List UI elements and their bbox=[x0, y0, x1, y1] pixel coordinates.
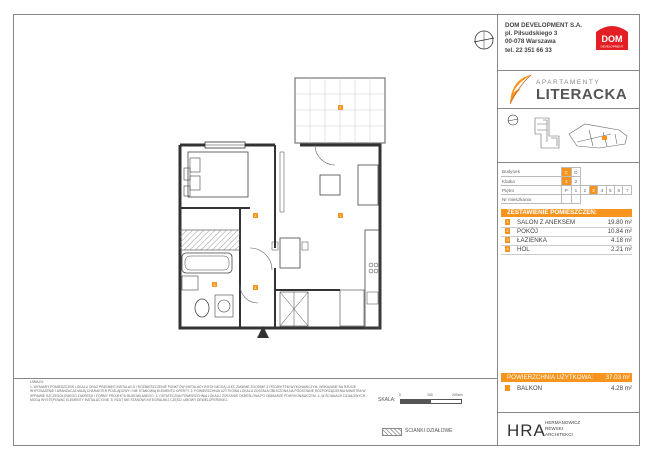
info-cell: 6 bbox=[615, 186, 623, 195]
room-number: 2 bbox=[506, 228, 509, 233]
info-row-label: Klatka bbox=[501, 177, 562, 186]
room-area: 2.21 m² bbox=[611, 246, 632, 253]
scale-tick: 200cm bbox=[452, 393, 463, 397]
info-cell: D bbox=[571, 168, 581, 177]
info-cell: 4 bbox=[598, 186, 606, 195]
info-cell bbox=[562, 195, 572, 204]
key-plan-unit-marker bbox=[602, 136, 607, 140]
scale-tick: 0 bbox=[399, 393, 401, 397]
partition-walls-label: ŚCIANKI DZIAŁOWE bbox=[405, 428, 453, 434]
room-number: 3 bbox=[506, 237, 509, 242]
dom-logo-text: DOM bbox=[601, 34, 623, 44]
scale-bar bbox=[400, 399, 462, 404]
notes-text: 1. WYMIARY POMIESZCZEŃ LOKALU ORAZ PRZEBIEG INSTALACJI I ROZMIESZCZENIE PUNKTÓW INSTALACYJNYCH MOGĄ ULEC ZMIANIE ZGODNIE Z PROJEKTEM WYKONAWCZYM. WSKAZANE NA RZUCIE WYPOSAŻENIE I ARANŻACJA MAJĄ CHARAKTER POGLĄDOWY I NIE STANOWIĄ ELEMENTU OFERTY. 2. POWIERZCHNIA UŻYTKOWA LOKALU ZOSTAŁA OBLICZONA NA PODSTAWIE ROZPORZĄDZENIA MINISTRA W SPRAWIE SZCZEGÓŁOWEGO ZAKRESU I FORMY PROJEKTU BUDOWLANEGO. 3. OSTATECZNA POWIERZCHNIA LOKALU ZOSTANIE OKREŚLONA PO OBMIARZE POWYKONAWCZYM. 4. W ŚCIANACH DZIAŁOWYCH MOGĄ WYSTĘPOWAĆ ELEMENTY INSTALACYJNE. 5. RZUT NIE STANOWI INTEGRALNEJ CZĘŚCI UMOWY DEWELOPERSKIEJ. bbox=[30, 385, 366, 403]
partition-walls-swatch bbox=[382, 428, 402, 436]
balcony-marker bbox=[505, 385, 510, 391]
architect-line3: ARCHITEKCI bbox=[545, 432, 573, 437]
room-marker-label: 2 bbox=[254, 214, 257, 218]
compass-icon bbox=[473, 29, 495, 51]
architect-line2: RÉWSKI bbox=[545, 426, 564, 431]
room-marker-label: 1 bbox=[339, 214, 342, 218]
info-row bbox=[501, 177, 632, 186]
company-name: DOM DEVELOPMENT S.A. bbox=[505, 22, 583, 29]
balcony-row bbox=[501, 384, 632, 393]
info-cell bbox=[571, 195, 581, 204]
scale-tick: 100 bbox=[427, 393, 433, 397]
room-name: POKÓJ bbox=[517, 228, 538, 235]
info-cell: 3 bbox=[589, 186, 597, 195]
key-plan bbox=[507, 112, 633, 158]
room-marker-label: 4 bbox=[254, 286, 257, 290]
architect-logo: HRA bbox=[507, 421, 546, 440]
room-marker-label: 5 bbox=[339, 106, 342, 110]
info-row bbox=[501, 168, 632, 177]
total-area-label: POWIERZCHNIA UŻYTKOWA: bbox=[507, 374, 594, 381]
total-area-bar bbox=[501, 373, 632, 382]
architect-name bbox=[545, 420, 580, 438]
floor-plan bbox=[160, 70, 400, 350]
divider-vertical bbox=[497, 14, 498, 446]
room-name: HOL bbox=[517, 246, 530, 253]
info-cell: 2 bbox=[581, 186, 589, 195]
info-row-label: Budynek bbox=[501, 168, 562, 177]
room-number: 4 bbox=[506, 246, 509, 251]
company-phone: tel. 22 351 66 33 bbox=[505, 46, 552, 54]
info-cell: C bbox=[562, 168, 572, 177]
divider-brand bbox=[497, 70, 640, 71]
divider-architect bbox=[497, 412, 640, 413]
info-cell: P bbox=[562, 186, 572, 195]
total-area-value: 37.03 m² bbox=[605, 374, 630, 381]
rooms-heading: ZESTAWIENIE POMIESZCZEŃ: bbox=[501, 209, 632, 217]
info-row bbox=[501, 195, 632, 204]
room-name: SALON Z ANEKSEM bbox=[517, 219, 576, 226]
info-row-label: Nr mieszkania bbox=[501, 195, 562, 204]
brand-subtitle: APARTAMENTY bbox=[536, 79, 601, 86]
room-area: 10.84 m² bbox=[607, 228, 632, 235]
room-marker-label: 3 bbox=[213, 283, 216, 287]
architect-line1: HERMANOWICZ bbox=[545, 420, 581, 425]
scale-label: SKALA: bbox=[378, 397, 396, 403]
room-area: 4.18 m² bbox=[611, 237, 632, 244]
divider-key bbox=[497, 108, 640, 109]
company-address bbox=[505, 22, 582, 55]
divider-notes bbox=[13, 378, 497, 379]
info-cell: 2 bbox=[571, 177, 581, 186]
notes-title: UWAGI: bbox=[30, 380, 44, 384]
info-cell: 1 bbox=[571, 186, 581, 195]
balcony-name: BALKON bbox=[517, 385, 543, 392]
room-area: 19.80 m² bbox=[607, 219, 632, 226]
unit-info-table bbox=[501, 167, 632, 204]
brand-name: LITERACKA bbox=[536, 86, 628, 103]
divider-info bbox=[497, 162, 640, 163]
info-cell: 1 bbox=[562, 177, 572, 186]
balcony-area-plan bbox=[295, 78, 385, 143]
quill-feather-icon bbox=[507, 74, 533, 106]
company-street: pl. Piłsudskiego 3 bbox=[505, 30, 558, 38]
info-cell: 5 bbox=[606, 186, 614, 195]
info-row-label: Piętro bbox=[501, 186, 562, 195]
dom-logo-sub: DEVELOPMENT bbox=[600, 44, 624, 49]
room-row bbox=[501, 245, 632, 255]
balcony-area: 4.28 m² bbox=[611, 385, 632, 392]
room-name: ŁAZIENKA bbox=[517, 237, 547, 244]
company-city: 00-078 Warszawa bbox=[505, 38, 556, 46]
dom-development-logo bbox=[592, 22, 632, 52]
info-cell: 7 bbox=[623, 186, 632, 195]
room-number: 1 bbox=[506, 219, 509, 224]
info-row bbox=[501, 186, 632, 195]
